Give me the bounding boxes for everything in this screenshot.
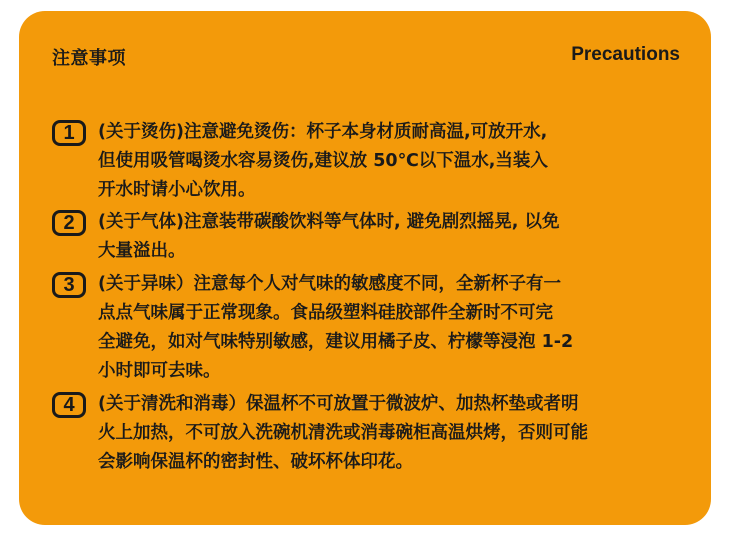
- item-number-badge: 1: [52, 120, 86, 146]
- item-number-badge: 2: [52, 210, 86, 236]
- precaution-text: [98, 208, 688, 266]
- precaution-text: [98, 270, 688, 386]
- page-title-english: Precautions: [571, 44, 680, 65]
- precaution-text: [98, 390, 688, 477]
- item-number-badge: 3: [52, 272, 86, 298]
- text-line: (关于气体)注意装带碳酸饮料等气体时, 避免剧烈摇晃, 以免: [98, 212, 560, 232]
- text-line: 会影响保温杯的密封性、破坏杯体印花。: [98, 452, 413, 472]
- text-line: 开水时请小心饮用。: [98, 180, 256, 200]
- text-line: 火上加热，不可放入洗碗机清洗或消毒碗柜高温烘烤，否则可能: [98, 423, 588, 443]
- precaution-text: [98, 118, 688, 205]
- text-line: 但使用吸管喝烫水容易烫伤,建议放 50℃以下温水,当装入: [98, 151, 548, 171]
- text-line: 点点气味属于正常现象。食品级塑料硅胶部件全新时不可完: [98, 303, 553, 323]
- text-line: 全避免，如对气味特别敏感，建议用橘子皮、柠檬等浸泡 1-2: [98, 332, 574, 352]
- page-title: 注意事项: [52, 48, 126, 69]
- text-line: (关于烫伤)注意避免烫伤：杯子本身材质耐高温,可放开水,: [98, 122, 548, 142]
- text-line: 小时即可去味。: [98, 361, 221, 381]
- text-line: (关于异味）注意每个人对气味的敏感度不同，全新杯子有一: [98, 274, 561, 294]
- item-number-badge: 4: [52, 392, 86, 418]
- text-line: (关于清洗和消毒）保温杯不可放置于微波炉、加热杯垫或者明: [98, 394, 579, 414]
- text-line: 大量溢出。: [98, 241, 186, 261]
